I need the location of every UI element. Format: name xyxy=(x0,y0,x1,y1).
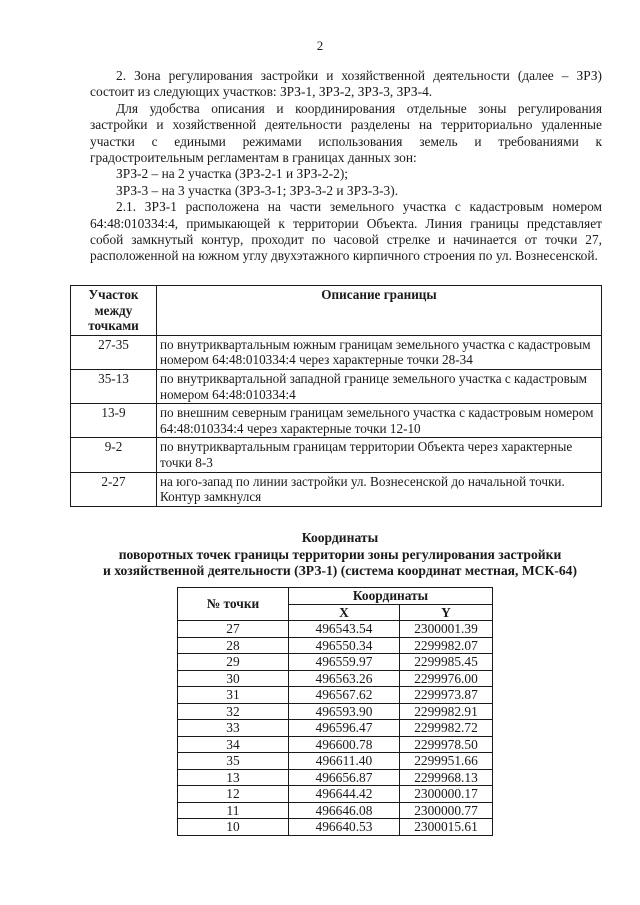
y-cell: 2299985.45 xyxy=(400,654,493,671)
point-cell: 29 xyxy=(178,654,289,671)
point-cell: 32 xyxy=(178,703,289,720)
point-cell: 30 xyxy=(178,670,289,687)
paragraph-zrz1-location: 2.1. ЗРЗ-1 расположена на части земельного участка с кадастровым номером 64:48:010334:4, примыкающей к территории Объекта. Линия границы представляет собой замкнутый контур, проходит по часовой стрелке и начинается от точки 27, расположенной на южном углу двухэтажного кирпичного строения по ул. Вознесенской. xyxy=(90,199,602,264)
table-row xyxy=(178,769,493,786)
x-cell: 496644.42 xyxy=(289,786,400,803)
header-coordinates: Координаты xyxy=(289,588,493,605)
table-row xyxy=(178,703,493,720)
description-cell: по внешним северным границам земельного участка с кадастровым номером 64:48:010334:4 через характерные точки 12-10 xyxy=(157,404,602,438)
y-cell: 2299978.50 xyxy=(400,736,493,753)
table-row xyxy=(71,472,602,506)
x-cell: 496543.54 xyxy=(289,621,400,638)
segment-cell: 2-27 xyxy=(71,472,157,506)
y-cell: 2299968.13 xyxy=(400,769,493,786)
y-cell: 2299951.66 xyxy=(400,753,493,770)
y-cell: 2300001.39 xyxy=(400,621,493,638)
y-cell: 2299982.91 xyxy=(400,703,493,720)
zone-intro-text xyxy=(90,68,602,265)
y-cell: 2300015.61 xyxy=(400,819,493,836)
coordinates-table xyxy=(177,587,493,836)
table-row xyxy=(178,753,493,770)
description-cell: по внутриквартальной западной границе земельного участка с кадастровым номером 64:48:010334:4 xyxy=(157,369,602,403)
x-cell: 496656.87 xyxy=(289,769,400,786)
paragraph-zrz2-split: ЗРЗ-2 – на 2 участка (ЗРЗ-2-1 и ЗРЗ-2-2); xyxy=(116,166,349,182)
segment-cell: 35-13 xyxy=(71,369,157,403)
table-row xyxy=(178,802,493,819)
point-cell: 28 xyxy=(178,637,289,654)
y-cell: 2299973.87 xyxy=(400,687,493,704)
header-segment: Участок между точками xyxy=(71,286,157,336)
y-cell: 2299982.72 xyxy=(400,720,493,737)
table-row xyxy=(178,654,493,671)
coordinates-title-line3: и хозяйственной деятельности (ЗРЗ-1) (система координат местная, МСК-64) xyxy=(103,563,577,578)
point-cell: 31 xyxy=(178,687,289,704)
table-row xyxy=(71,369,602,403)
header-description: Описание границы xyxy=(157,286,602,336)
paragraph-zrz-composition: 2. Зона регулирования застройки и хозяйственной деятельности (далее – ЗРЗ) состоит из следующих участков: ЗРЗ-1, ЗРЗ-2, ЗРЗ-3, ЗРЗ-4. xyxy=(90,68,602,100)
point-cell: 11 xyxy=(178,802,289,819)
point-cell: 13 xyxy=(178,769,289,786)
y-cell: 2300000.17 xyxy=(400,786,493,803)
x-cell: 496596.47 xyxy=(289,720,400,737)
header-point-number: № точки xyxy=(178,588,289,621)
table-row xyxy=(71,438,602,472)
x-cell: 496640.53 xyxy=(289,819,400,836)
coordinates-title xyxy=(60,530,620,580)
boundary-description-table xyxy=(70,285,602,507)
point-cell: 12 xyxy=(178,786,289,803)
x-cell: 496646.08 xyxy=(289,802,400,819)
table-row xyxy=(178,819,493,836)
segment-cell: 27-35 xyxy=(71,335,157,369)
paragraph-zone-division: Для удобства описания и координирования отдельные зоны регулирования застройки и хозяйственной деятельности разделены на территориально удаленные участки с едиными режимами использования земель и требованиями к градостроительным регламентам в границах данных зон: xyxy=(90,100,602,166)
table-row xyxy=(178,720,493,737)
description-cell: по внутриквартальным южным границам земельного участка с кадастровым номером 64:48:010334:4 через характерные точки 28-34 xyxy=(157,335,602,369)
x-cell: 496600.78 xyxy=(289,736,400,753)
y-cell: 2299982.07 xyxy=(400,637,493,654)
x-cell: 496563.26 xyxy=(289,670,400,687)
table-row xyxy=(178,637,493,654)
y-cell: 2300000.77 xyxy=(400,802,493,819)
x-cell: 496611.40 xyxy=(289,753,400,770)
table-row xyxy=(178,621,493,638)
header-y: Y xyxy=(400,604,493,621)
table-row xyxy=(71,404,602,438)
table-row xyxy=(71,335,602,369)
x-cell: 496593.90 xyxy=(289,703,400,720)
page-number: 2 xyxy=(316,38,324,53)
header-x: X xyxy=(289,604,400,621)
point-cell: 10 xyxy=(178,819,289,836)
point-cell: 27 xyxy=(178,621,289,638)
point-cell: 33 xyxy=(178,720,289,737)
table-row xyxy=(178,687,493,704)
segment-cell: 13-9 xyxy=(71,404,157,438)
x-cell: 496550.34 xyxy=(289,637,400,654)
description-cell: по внутриквартальным границам территории Объекта через характерные точки 8-3 xyxy=(157,438,602,472)
coordinates-title-line1: Координаты xyxy=(301,530,379,545)
table-row xyxy=(178,736,493,753)
x-cell: 496567.62 xyxy=(289,687,400,704)
point-cell: 34 xyxy=(178,736,289,753)
table-row xyxy=(178,670,493,687)
table-row xyxy=(178,786,493,803)
segment-cell: 9-2 xyxy=(71,438,157,472)
coordinates-title-line2: поворотных точек границы территории зоны регулирования застройки xyxy=(118,546,562,562)
point-cell: 35 xyxy=(178,753,289,770)
y-cell: 2299976.00 xyxy=(400,670,493,687)
x-cell: 496559.97 xyxy=(289,654,400,671)
description-cell: на юго-запад по линии застройки ул. Вознесенской до начальной точки. Контур замкнулся xyxy=(157,472,602,506)
paragraph-zrz3-split: ЗРЗ-3 – на 3 участка (ЗРЗ-3-1; ЗРЗ-3-2 и ЗРЗ-3-3). xyxy=(116,182,399,198)
